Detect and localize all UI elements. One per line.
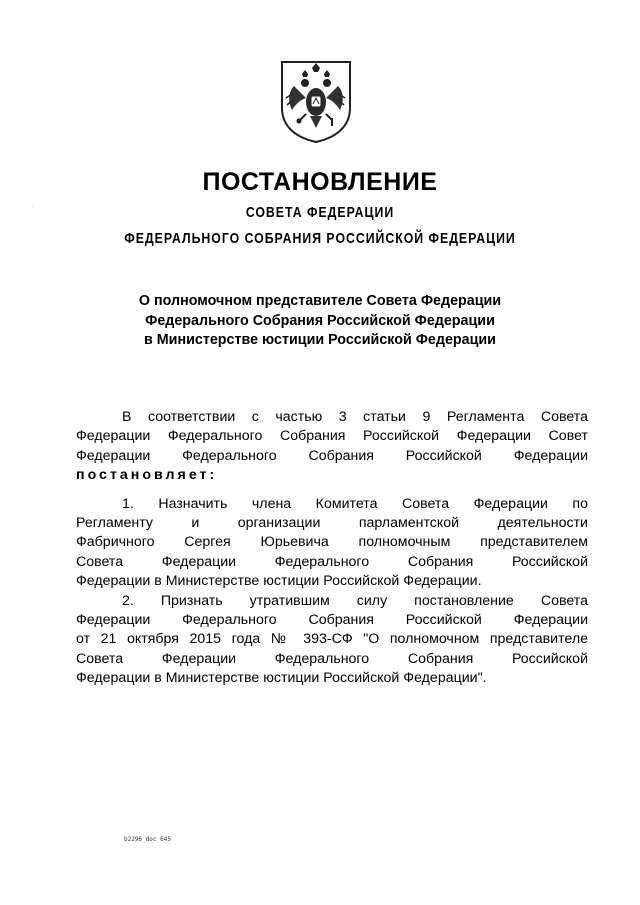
item2-line: 2. Признать утратившим силу постановление Совета [122,592,588,609]
resolves-word: постановляет: [76,467,218,484]
preamble-line: Федерации Федерального Собрания Российской Федерации Совет [76,428,588,445]
item1-line: Совета Федерации Федерального Собрания Российской [76,553,588,570]
heading-line: Федерального Собрания Российской Федерации [145,312,495,329]
document-subtitle-line1: СОВЕТА ФЕДЕРАЦИИ [245,204,395,221]
heading-line: в Министерстве юстиции Российской Федерации [144,332,496,348]
item2-line: Федерации в Министерстве юстиции Российской Федерации". [76,670,487,687]
item1-line: Федерации в Министерстве юстиции Российской Федерации. [76,573,482,590]
item2-line: от 21 октября 2015 года № 393-СФ "О полномочном представителе [76,631,588,648]
item1-line: 1. Назначить члена Комитета Совета Федерации по [122,495,588,512]
item1-line: Регламенту и организации парламентской деятельности [76,515,588,532]
item1-line: Фабричного Сергея Юрьевича полномочным представителем [76,534,588,551]
preamble-line: Федерации Федерального Собрания Российской Федерации [76,447,588,464]
heading-line: О полномочном представителе Совета Федерации [138,293,502,309]
resolution-heading [0,292,640,351]
item2-line: Совета Федерации Федерального Собрания Российской [76,650,588,667]
document-subtitle-line2: ФЕДЕРАЛЬНОГО СОБРАНИЯ РОССИЙСКОЙ ФЕДЕРАЦИИ [124,230,516,247]
item2-line: Федерации Федерального Собрания Российской Федерации [76,612,588,629]
russian-coat-of-arms-icon [272,58,360,144]
preamble-line: В соответствии с частью 3 статьи 9 Регламента Совета [122,409,588,425]
document-title: ПОСТАНОВЛЕНИЕ [202,168,438,196]
resolution-body [76,408,588,689]
document-file-code: b2296 doc 645 [124,836,171,843]
scan-mark: · [32,204,34,210]
